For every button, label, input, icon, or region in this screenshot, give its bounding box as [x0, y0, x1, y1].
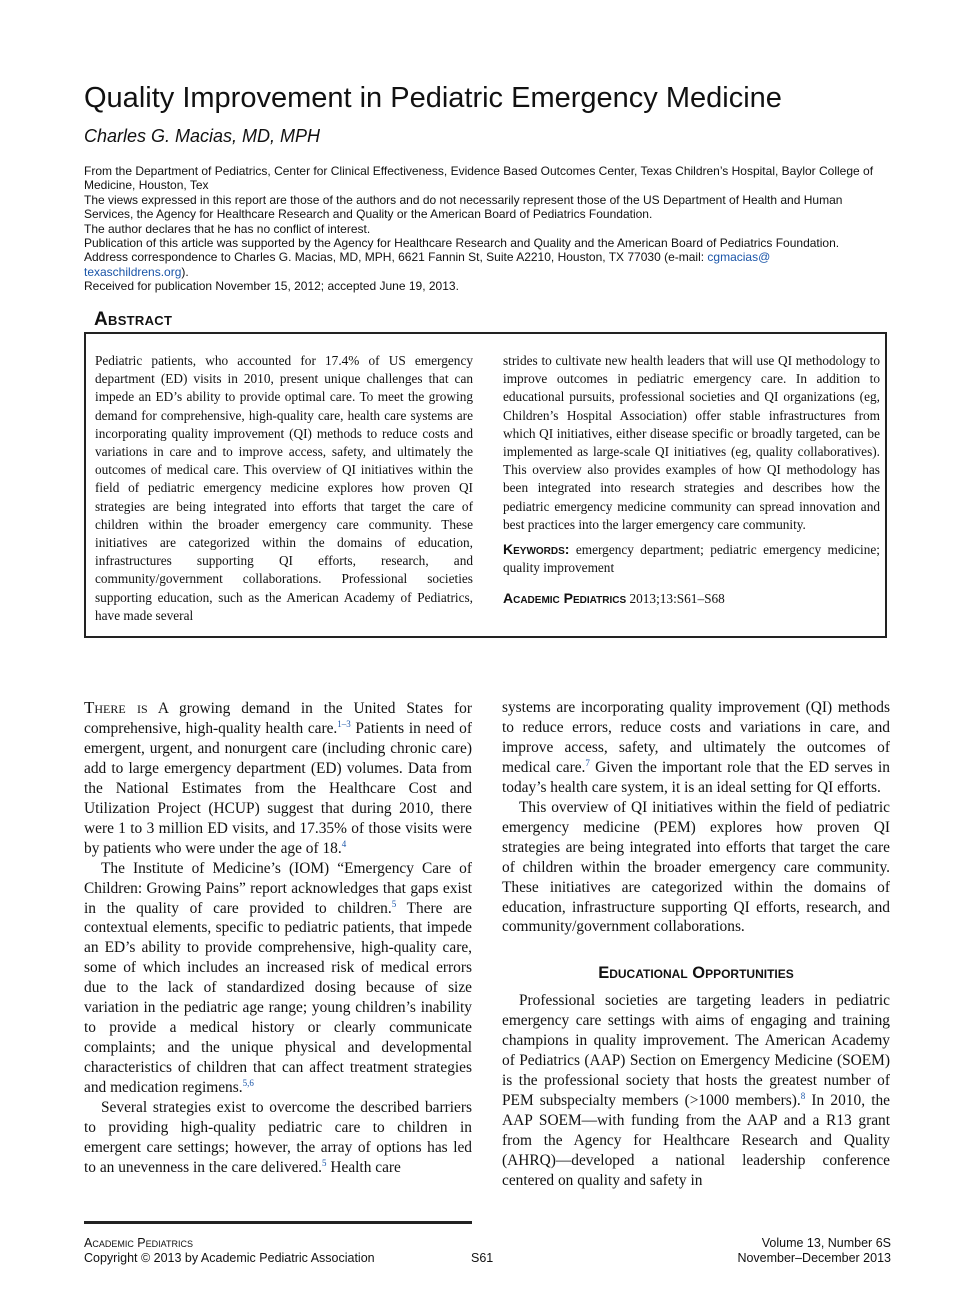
abstract-box — [84, 332, 887, 638]
keywords-list: emergency department; pediatric emergency medicine; quality improvement — [503, 542, 880, 576]
text-run: Professional societies are targeting leaders in pediatric emergency care settings with aims of engaging and training champions in quality improvement. The American Academy of Pediatrics (AAP) Section on Emergency Medicine (SOEM) is the professional society that hosts the greatest number of PEM subspecialty members (>1000 members). — [502, 992, 890, 1110]
body-paragraph-6 — [502, 991, 890, 1191]
text-run: A growing demand in the United States for comprehensive, high-quality health care. — [84, 700, 472, 737]
citation-ref[interactable]: 7 — [585, 757, 590, 768]
abstract-text-left: Pediatric patients, who accounted for 17.4% of US emergency department (ED) visits in 2010, present unique challenges that can impede an ED’s ability to provide optimal care. To meet the growing demand for comprehensive, high-quality care, health care systems are incorporating quality improvement (QI) methods to reduce costs and variations in care and to improve access, safety, and ultimately the outcomes of medical care. This overview of QI initiatives within the field of pediatric emergency medicine explores how proven QI strategies are being integrated into efforts that target the care of children within the broader emergency care community. These initiatives are categorized within the domains of education, infrastructures supporting QI efforts, research, and community/government collaborations. Professional societies supporting education, such as the American Academy of Pediatrics, have made several — [95, 353, 473, 623]
conflict-note: The author declares that he has no conflict of interest. — [84, 221, 371, 236]
correspondence-text: Address correspondence to Charles G. Macias, MD, MPH, 6621 Fannin St, Suite A2210, Houston, TX 77030 (e-mail: — [84, 250, 708, 265]
citation-ref[interactable]: 4 — [341, 838, 347, 849]
citation-ref[interactable]: 5,6 — [242, 1077, 254, 1088]
text-run: Given the important role that the ED serves in today’s health care system, it is an ideal setting for QI efforts. — [502, 758, 890, 796]
body-paragraph-1 — [84, 698, 472, 859]
text-run: In 2010, the AAP SOEM—with funding from the AAP and a R13 grant from the Agency for Healthcare Research and Quality (AHRQ)—developed a national leadership conference centered on quality and safety in — [502, 1092, 890, 1190]
text-run: The Institute of Medicine’s (IOM) “Emergency Care of Children: Growing Pains” report acknowledges that gaps exist in the quality of care provided to children. — [84, 859, 472, 917]
text-run: systems are incorporating quality improvement (QI) methods to reduce errors, reduce costs and variations in care, and improve access, safety, and ultimately the outcomes of medical care. — [502, 699, 890, 776]
footer-journal: Academic Pediatrics — [84, 1236, 193, 1250]
email-link-part-2[interactable]: texaschildrens.org — [84, 264, 182, 279]
correspondence-close: ). — [181, 264, 189, 279]
body-paragraph-5: This overview of QI initiatives within the field of pediatric emergency medicine (PEM) explores how proven QI strategies are being integrated into efforts that target the care of children within the broader emergency care community. These initiatives are categorized within the domains of education, infrastructure supporting QI efforts, research, and community/government collaborations. — [502, 798, 890, 936]
body-paragraph-4 — [502, 698, 890, 798]
affiliation-note: From the Department of Pediatrics, Center for Clinical Effectiveness, Evidence Based Outcomes Center, Texas Children’s Hospital, Baylor College of Medicine, Houston, Tex — [84, 164, 874, 193]
text-run: There are contextual elements, specific to pediatric patients, that impede an ED’s ability to provide comprehensive, high-quality care, some of which includes an increased risk of medical errors due to the lack of standardized dosing because of size variation in the pediatric age range; young children’s inability to provide a medical history or clearly communicate complaints; and the unique physical and developmental characteristics of children that can affect treatment strategies and medication regimens. — [84, 899, 472, 1097]
page-number-text: S61 — [471, 1251, 494, 1265]
citation-ref[interactable]: 1–3 — [337, 718, 351, 729]
article-title: Quality Improvement in Pediatric Emergency Medicine — [84, 82, 782, 114]
lead-in: There is — [84, 698, 148, 717]
body-paragraph-2 — [84, 859, 472, 1098]
body-paragraph-3 — [84, 1098, 472, 1178]
citation-ref[interactable]: 5 — [391, 898, 397, 909]
footer-right — [737, 1236, 891, 1266]
abstract-column-right — [503, 352, 880, 609]
text-run: Several strategies exist to overcome the described barriers to providing high-quality pediatric care to children in emergent care settings; however, the array of options has led to an unevenness in the care delivered. — [84, 1099, 472, 1176]
section-heading: Educational Opportunities — [598, 964, 794, 983]
footer-date: November–December 2013 — [737, 1251, 891, 1265]
journal-citation — [503, 589, 880, 608]
footer-volume: Volume 13, Number 6S — [761, 1236, 891, 1250]
email-link-part-1[interactable]: cgmacias@ — [707, 250, 771, 265]
text-run: Patients in need of emergent, urgent, and nonurgent care (including chronic care) add to large emergency department (ED) volumes. Data from the National Estimates from the Healthcare Cost and Utilization Project (HCUP) suggest that during 2010, there were 1 to 3 million ED visits, and 17.35% of those visits were by patients who were under the age of 18. — [84, 719, 472, 857]
keywords — [503, 540, 880, 577]
received-note: Received for publication November 15, 2012; accepted June 19, 2013. — [84, 279, 459, 294]
support-note: Publication of this article was supported by the Agency for Healthcare Research and Quality and the American Board of Pediatrics Foundation. — [84, 236, 840, 251]
keywords-label: Keywords: — [503, 541, 570, 558]
front-matter — [84, 164, 894, 294]
footer-copyright: Copyright © 2013 by Academic Pediatric Association — [84, 1251, 375, 1265]
body-column-right — [502, 698, 890, 1191]
footer-divider — [84, 1221, 472, 1224]
journal-name: Academic Pediatrics — [503, 590, 627, 607]
citation-ref[interactable]: 5 — [322, 1157, 327, 1168]
abstract-text-right: strides to cultivate new health leaders that will use QI methodology to improve outcomes in pediatric emergency care. In addition to educational pursuits, professional societies and QI organizations (eg, Children’s Hospital Association) offer stable infrastructures from which QI initiatives, either disease specific or broadly targeted, can be implemented as large-scale QI initiatives (eg, quality collaboratives). This overview also provides examples of how QI methodology has been integrated into research strategies and describes how the pediatric emergency medicine community can spread innovation and best practices into the larger emergency care community. — [503, 353, 880, 532]
text-run: Health care — [326, 1158, 401, 1176]
disclaimer-note: The views expressed in this report are those of the authors and do not necessarily represent those of the US Department of Health and Human Services, the Agency for Healthcare Research and Quality or the American Board of Pediatrics Foundation. — [84, 192, 843, 222]
abstract-column-left — [95, 352, 473, 625]
citation-ref[interactable]: 8 — [800, 1091, 806, 1102]
abstract-heading: Abstract — [94, 309, 173, 330]
author-name: Charles G. Macias, MD, MPH — [84, 126, 321, 146]
citation: 2013;13:S61–S68 — [629, 591, 725, 607]
body-column-left — [84, 698, 472, 1178]
correspondence-note — [84, 250, 894, 279]
page-number — [471, 1251, 493, 1266]
footer-left — [84, 1236, 375, 1266]
